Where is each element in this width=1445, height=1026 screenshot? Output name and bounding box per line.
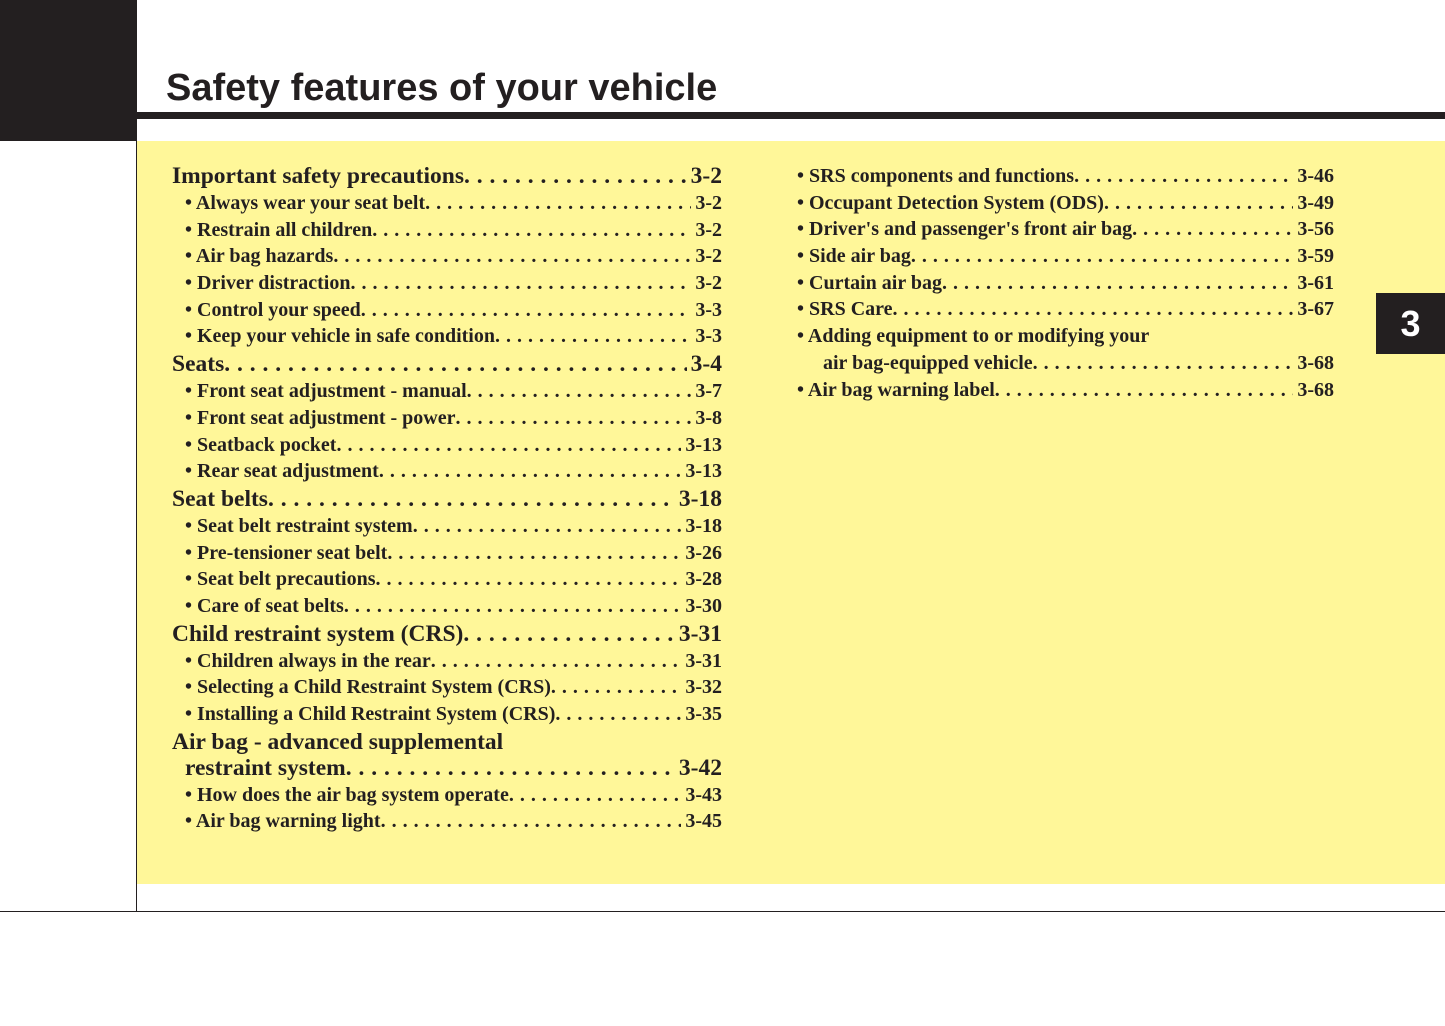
dot-leader xyxy=(431,648,682,675)
toc-entry[interactable] xyxy=(172,540,722,567)
toc-page: 3-30 xyxy=(685,594,722,617)
toc-label: • Front seat adjustment - manual xyxy=(185,380,467,403)
toc-entry[interactable] xyxy=(797,350,1334,377)
toc-page: 3-28 xyxy=(685,568,722,591)
toc-label: restraint system xyxy=(185,754,346,781)
dot-leader xyxy=(351,270,692,297)
toc-page: 3-3 xyxy=(695,298,722,321)
toc-page: 3-2 xyxy=(695,272,722,295)
toc-entry[interactable] xyxy=(172,378,722,405)
toc-label: • Seat belt precautions xyxy=(185,568,376,591)
toc-label: • Occupant Detection System (ODS) xyxy=(797,191,1104,214)
dot-leader xyxy=(346,755,675,782)
toc-entry[interactable] xyxy=(172,674,722,701)
dot-leader xyxy=(379,458,682,485)
toc-entry[interactable] xyxy=(172,566,722,593)
toc-label: • Selecting a Child Restraint System (CRS) xyxy=(185,676,551,699)
toc-entry-wrap-line1[interactable]: Air bag - advanced supplemental xyxy=(172,728,504,755)
dot-leader xyxy=(1074,163,1293,190)
toc-entry[interactable] xyxy=(172,513,722,540)
toc-entry[interactable] xyxy=(172,323,722,350)
toc-column-right xyxy=(797,163,1334,403)
toc-page: 3-45 xyxy=(685,810,722,833)
chapter-tab[interactable]: 3 xyxy=(1376,293,1445,354)
toc-page: 3-68 xyxy=(1297,378,1334,401)
toc-entry[interactable] xyxy=(172,593,722,620)
toc-page: 3-3 xyxy=(695,325,722,348)
toc-page: 3-2 xyxy=(695,192,722,214)
toc-page: 3-61 xyxy=(1297,271,1334,294)
dot-leader xyxy=(372,217,691,244)
toc-label: • Driver's and passenger's front air bag xyxy=(797,218,1133,241)
toc-entry-wrap-line1[interactable]: • Adding equipment to or modifying your xyxy=(797,325,1150,348)
left-margin-rule xyxy=(136,141,137,912)
toc-label: • Driver distraction xyxy=(185,272,351,295)
toc-entry[interactable] xyxy=(172,755,722,782)
toc-entry[interactable] xyxy=(172,243,722,270)
toc-label: • Restrain all children xyxy=(185,218,373,241)
toc-label: • Pre-tensioner seat belt xyxy=(185,541,388,564)
toc-page: 3-42 xyxy=(678,754,722,781)
toc-entry[interactable] xyxy=(797,216,1334,243)
toc-entry[interactable] xyxy=(172,701,722,728)
dot-leader xyxy=(893,296,1294,323)
dot-leader xyxy=(555,701,681,728)
toc-page: 3-26 xyxy=(685,541,722,564)
toc-entry[interactable] xyxy=(172,297,722,324)
dot-leader xyxy=(425,190,691,217)
toc-page: 3-68 xyxy=(1297,351,1334,374)
toc-label: Seat belts xyxy=(172,485,268,512)
toc-entry[interactable] xyxy=(172,405,722,432)
toc-entry[interactable] xyxy=(172,270,722,297)
toc-page: 3-49 xyxy=(1297,191,1334,214)
toc-label: • Children always in the rear xyxy=(185,649,431,672)
dot-leader xyxy=(942,270,1293,297)
toc-page: 3-59 xyxy=(1297,245,1334,268)
toc-page: 3-31 xyxy=(685,649,722,672)
dot-leader xyxy=(995,377,1294,404)
dot-leader xyxy=(361,297,692,324)
toc-label: • Care of seat belts xyxy=(185,594,344,617)
toc-entry[interactable] xyxy=(797,243,1334,270)
toc-entry[interactable] xyxy=(797,377,1334,404)
toc-label: • Air bag warning label xyxy=(797,378,995,401)
toc-page: 3-7 xyxy=(695,380,722,403)
toc-page: 3-46 xyxy=(1297,165,1334,187)
toc-entry[interactable] xyxy=(172,486,722,513)
toc-page: 3-2 xyxy=(695,245,722,268)
dot-leader xyxy=(336,432,681,459)
toc-page: 3-18 xyxy=(678,485,722,512)
toc-label: air bag-equipped vehicle xyxy=(823,351,1033,374)
dot-leader xyxy=(387,540,681,567)
dot-leader xyxy=(344,593,682,620)
toc-page: 3-31 xyxy=(678,620,722,647)
dot-leader xyxy=(551,674,681,701)
toc-entry[interactable] xyxy=(172,648,722,675)
dot-leader xyxy=(1132,216,1293,243)
toc-page: 3-8 xyxy=(695,406,722,429)
toc-label: • Side air bag xyxy=(797,245,911,268)
toc-label: Child restraint system (CRS) xyxy=(172,620,464,647)
dot-leader xyxy=(464,163,687,190)
toc-label: • Always wear your seat belt xyxy=(185,192,426,214)
title-rule xyxy=(137,112,1445,119)
toc-label: • Front seat adjustment - power xyxy=(185,406,456,429)
dot-leader xyxy=(1033,350,1294,377)
toc-entry[interactable] xyxy=(172,351,722,378)
toc-entry[interactable] xyxy=(797,163,1334,190)
toc-label: • Keep your vehicle in safe condition xyxy=(185,325,495,348)
dot-leader xyxy=(911,243,1293,270)
toc-entry[interactable] xyxy=(172,432,722,459)
toc-label: • Curtain air bag xyxy=(797,271,942,294)
toc-page: 3-2 xyxy=(695,218,722,241)
toc-entry[interactable] xyxy=(172,782,722,809)
toc-entry[interactable] xyxy=(797,190,1334,217)
page-title: Safety features of your vehicle xyxy=(166,67,718,109)
toc-page: 3-13 xyxy=(685,460,722,483)
corner-block xyxy=(0,0,137,141)
toc-entry[interactable] xyxy=(172,190,722,217)
toc-page: 3-43 xyxy=(685,783,722,806)
dot-leader xyxy=(509,782,682,809)
toc-page: 3-18 xyxy=(685,514,722,537)
dot-leader xyxy=(268,486,675,513)
toc-entry[interactable] xyxy=(172,621,722,648)
bottom-rule xyxy=(0,911,1445,912)
dot-leader xyxy=(495,323,691,350)
toc-label: • Air bag warning light xyxy=(185,810,381,833)
toc-page: 3-56 xyxy=(1297,218,1334,241)
toc-label: • Seat belt restraint system xyxy=(185,514,413,537)
toc-label: • Rear seat adjustment xyxy=(185,460,379,483)
toc-label: • Installing a Child Restraint System (CRS) xyxy=(185,703,556,725)
toc-label: • How does the air bag system operate xyxy=(185,783,509,806)
toc-column-left xyxy=(172,162,722,835)
toc-entry[interactable] xyxy=(172,458,722,485)
toc-label: Important safety precautions xyxy=(172,163,464,189)
toc-label: • Air bag hazards xyxy=(185,245,334,268)
toc-label: • SRS components and functions xyxy=(797,165,1075,187)
toc-page: 3-35 xyxy=(685,703,722,725)
toc-label: • Seatback pocket xyxy=(185,433,337,456)
toc-entry[interactable] xyxy=(172,217,722,244)
toc-entry[interactable] xyxy=(797,270,1334,297)
dot-leader xyxy=(376,566,682,593)
toc-entry[interactable] xyxy=(172,808,722,835)
dot-leader xyxy=(463,621,675,648)
dot-leader xyxy=(381,808,682,835)
toc-page: 3-13 xyxy=(685,433,722,456)
dot-leader xyxy=(413,513,682,540)
toc-label: • SRS Care xyxy=(797,298,893,321)
dot-leader xyxy=(467,378,692,405)
toc-entry[interactable] xyxy=(172,163,722,190)
dot-leader xyxy=(224,351,686,378)
dot-leader xyxy=(333,243,691,270)
toc-page: 3-32 xyxy=(685,676,722,699)
toc-entry[interactable] xyxy=(797,296,1334,323)
dot-leader xyxy=(456,405,692,432)
toc-page: 3-2 xyxy=(690,163,722,189)
toc-label: • Control your speed xyxy=(185,298,361,321)
toc-page: 3-4 xyxy=(690,351,722,378)
dot-leader xyxy=(1104,190,1293,217)
toc-label: Seats xyxy=(172,351,225,378)
toc-page: 3-67 xyxy=(1297,298,1334,321)
